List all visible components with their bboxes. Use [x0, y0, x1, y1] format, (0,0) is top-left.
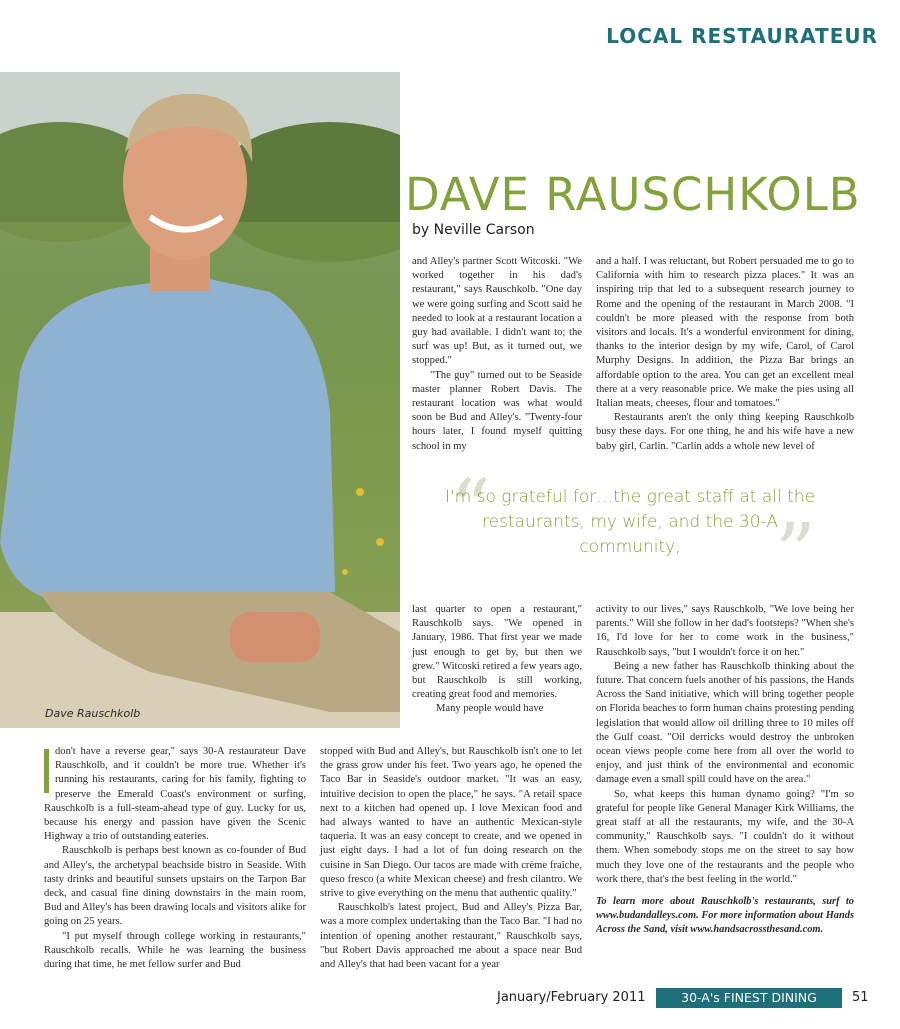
column-3-bottom — [596, 603, 854, 937]
paragraph: Many people would have — [436, 703, 544, 715]
column-2-top — [412, 255, 582, 454]
paragraph: So, what keeps this human dynamo going? "I'm so grateful for people like General Manager Kirk Williams, the great staff at all the restaurants, my wife, and the 30-A community," Rauschkolb says. "I couldn't do it without them. When somebody stops me on the street to say how much they love one of the restaurants and the people who work there, that's the best feeling in the world." — [596, 788, 854, 885]
paragraph: stopped with Bud and Alley's, but Rauschkolb isn't one to let the grass grow under his feet. Two years ago, he opened the Taco Bar in Seaside's outdoor market. "It was an easy, intuitive decision to open the place," he says. "A retail space next to a kitchen had opened up. I love Mexican food and had always wanted to have an authentic Mexican-style taqueria. It was an easy concept to create, and we opened in just eight days. I had a lot of fun doing research on the cuisine in San Diego. Our tacos are made with crème fraîche, queso fresco (a white Mexican cheese) and fresh cilantro. We strive to give everything on the menu that authentic quality." — [320, 746, 582, 900]
portrait-photo — [0, 72, 400, 728]
paragraph: activity to our lives," says Rauschkolb, "We love being her parents." Will she follow in her dad's footsteps? "When she's 16, I'd love for her to come work in the business," Rauschkolb says, "but I wouldn't force it on her." — [596, 604, 854, 658]
issue-date: January/February 2011 — [497, 990, 646, 1005]
column-2-mid — [412, 603, 582, 717]
column-3-top — [596, 255, 854, 454]
closing-note: To learn more about Rauschkolb's restaurants, surf to www.budandalleys.com. For more information about Hands Across the Sand, visit www.handsacrossthesand.com. — [596, 896, 854, 936]
section-label: LOCAL RESTAURATEUR — [606, 24, 878, 48]
paragraph: Rauschkolb's latest project, Bud and Alley's Pizza Bar, was a more complex undertaking than the Taco Bar. "I had no intention of opening another restaurant," Rauschkolb says, "but Robert Davis approached me about a space near Bud and Alley's that had been vacant for a year — [320, 902, 582, 971]
column-2-wide — [320, 745, 582, 972]
paragraph: Restaurants aren't the only thing keeping Rauschkolb busy these days. For one thing, he and his wife have a new baby girl, Carlin. "Carlin adds a whole new level of — [596, 412, 854, 452]
publication-tag: 30-A's FINEST DINING — [656, 988, 842, 1008]
drop-cap-bar — [44, 749, 49, 793]
paragraph: last quarter to open a restaurant," Rauschkolb says. "We opened in January, 1986. That first year we made just enough to get by, but then we grew." Witcoski retired a few years ago, but Rauschkolb is still working, creating great food and memories. — [412, 604, 582, 701]
paragraph: and a half. I was reluctant, but Robert persuaded me to go to California with him to research pizza places." It was an inspiring trip that led to a subsequent research journey to Rome and the opening of the restaurant in March 2008. "I couldn't be more pleased with the response from both visitors and locals. It's a wonderful environment for dining, thanks to the interior design by my wife, Carol, of Carol Murphy Designs. In addition, the Pizza Bar brings an affordable option to the area. You can get an excellent meal there at a very reasonable price. We make the pies using all Italian meats, cheeses, flour and tomatoes." — [596, 256, 854, 410]
paragraph: Being a new father has Rauschkolb thinking about the future. That concern fuels another of his passions, the Hands Across the Sand initiative, which will bring together people on Florida beaches to form human chains protesting pending legislation that would allow oil drilling three to 10 miles off the Gulf coast. "Oil derricks would destroy the unbroken ocean views people come here from all over the world to enjoy, and just think of the environmental and economic damage even a small spill could have on the area." — [596, 660, 854, 786]
paragraph: Rauschkolb is perhaps best known as co-founder of Bud and Alley's, the archetypal beachside bistro in Seaside. With tasty drinks and beautiful sunsets upstairs on the Tarpon Bar deck, and casual fine dining downstairs in the main room, Bud and Alley's has been drawing locals and visitors alike for going on 25 years. — [44, 845, 306, 928]
column-1 — [44, 745, 306, 972]
paragraph: and Alley's partner Scott Witcoski. "We worked together in his dad's restaurant," says Rauschkolb. "One day we were going surfing and Scott said he needed to look at a restaurant location a guy had available. I didn't want to; the surf was up! But, as it turned out, we stopped." — [412, 256, 582, 367]
photo-caption: Dave Rauschkolb — [45, 707, 141, 720]
paragraph: don't have a reverse gear," says 30-A restaurateur Dave Rauschkolb, and it couldn't be more true. Whether it's running his restaurants, caring for his family, fighting to preserve the Emerald Coast's environment or surfing, Rauschkolb is a full-steam-ahead type of guy. Lucky for us, because his energy and passion have given the Scenic Highway a trio of outstanding eateries. — [44, 746, 306, 843]
article-title: DAVE RAUSCHKOLB — [405, 168, 861, 221]
paragraph: "The guy" turned out to be Seaside master planner Robert Davis. The restaurant location was what would soon be Bud and Alley's. "Twenty-four hours later, I found myself quitting school in my — [412, 369, 582, 452]
page-number: 51 — [852, 990, 869, 1005]
close-quote-icon: ” — [775, 506, 816, 599]
pull-quote — [440, 462, 820, 599]
pull-quote-text: I'm so grateful for…the great staff at all the restaurants, my wife, and the 30-A community, — [444, 487, 816, 557]
paragraph: "I put myself through college working in restaurants," Rauschkolb recalls. While he was learning the business during that time, he met fellow surfer and Bud — [44, 930, 306, 971]
byline: by Neville Carson — [412, 222, 535, 238]
open-quote-icon: “ — [450, 462, 491, 555]
